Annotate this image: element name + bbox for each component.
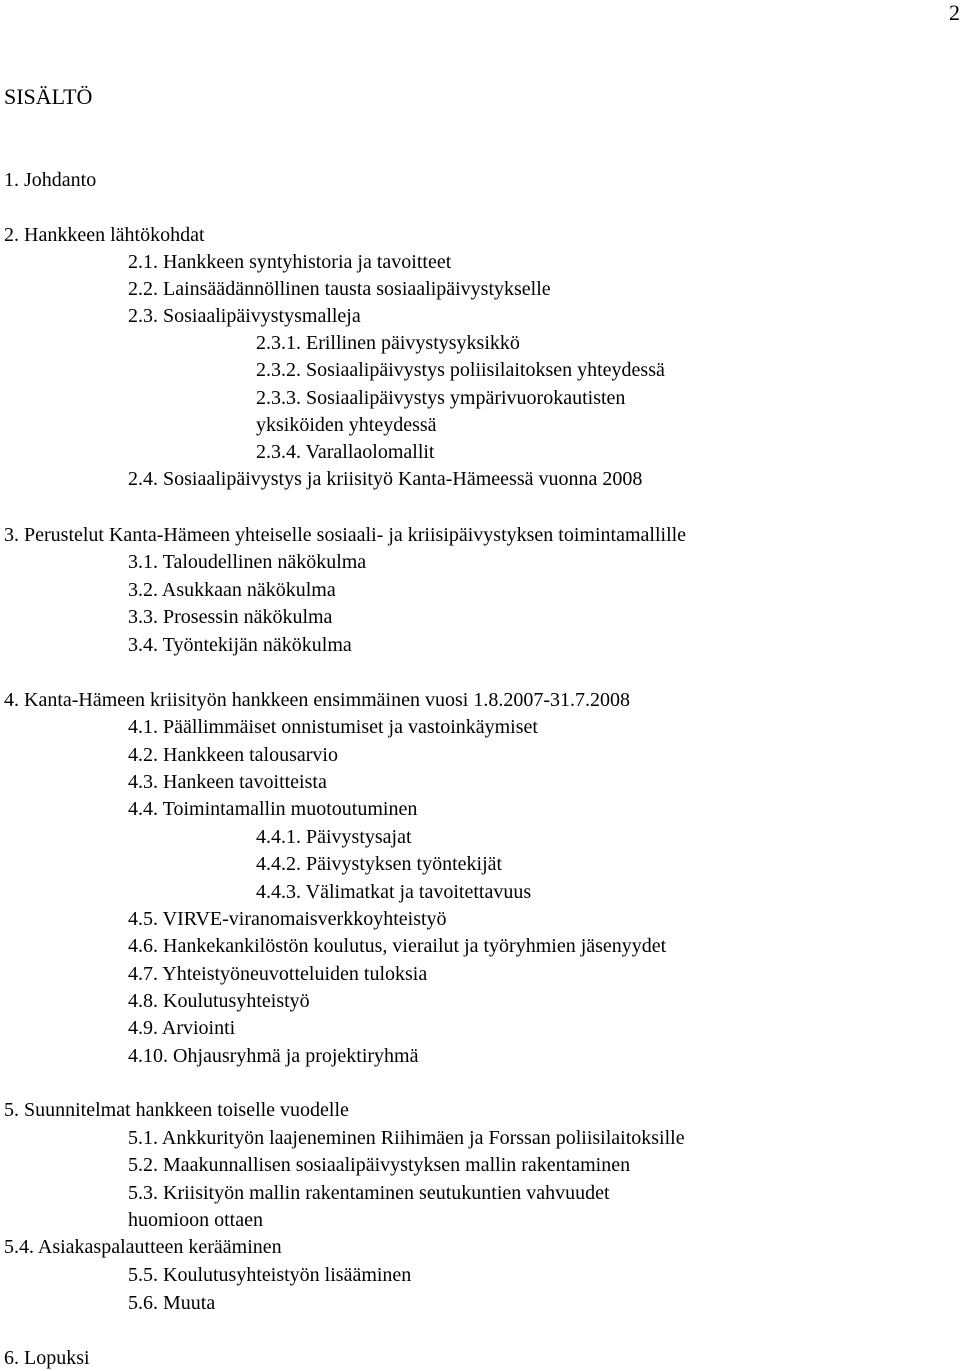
toc-entry: 4.6. Hankekankilöstön koulutus, vierailut ja työryhmien jäsenyydet: [128, 935, 667, 957]
toc-entry: 5.3. Kriisityön mallin rakentaminen seutukuntien vahvuudet: [128, 1182, 610, 1204]
toc-entry: 4.8. Koulutusyhteistyö: [128, 990, 310, 1012]
toc-entry: 2. Hankkeen lähtökohdat: [4, 224, 205, 246]
toc-entry: 5.6. Muuta: [128, 1292, 216, 1314]
toc-entry: 2.3.2. Sosiaalipäivystys poliisilaitoksen yhteydessä: [256, 359, 665, 381]
toc-entry-continuation: yksiköiden yhteydessä: [256, 414, 437, 436]
toc-entry: 6. Lopuksi: [4, 1347, 90, 1369]
toc-entry: 2.3.3. Sosiaalipäivystys ympärivuorokautisten: [256, 387, 626, 409]
toc-entry: 5. Suunnitelmat hankkeen toiselle vuodelle: [4, 1099, 349, 1121]
page-title: SISÄLTÖ: [4, 84, 93, 109]
toc-entry: 4.9. Arviointi: [128, 1017, 236, 1039]
toc-entry: 4.4.3. Välimatkat ja tavoitettavuus: [256, 881, 532, 903]
toc-entry: 5.2. Maakunnallisen sosiaalipäivystyksen mallin rakentaminen: [128, 1154, 631, 1176]
toc-entry: 4.1. Päällimmäiset onnistumiset ja vastoinkäymiset: [128, 716, 538, 738]
toc-entry: 4.5. VIRVE-viranomaisverkkoyhteistyö: [128, 908, 447, 930]
toc-entry: 2.1. Hankkeen syntyhistoria ja tavoitteet: [128, 251, 452, 273]
toc-entry: 4.4.1. Päivystysajat: [256, 826, 412, 848]
toc-entry: 2.4. Sosiaalipäivystys ja kriisityö Kanta-Hämeessä vuonna 2008: [128, 468, 643, 490]
toc-entry: 4.7. Yhteistyöneuvotteluiden tuloksia: [128, 963, 428, 985]
toc-entry: 4.4. Toimintamallin muotoutuminen: [128, 798, 418, 820]
toc-entry: 4.2. Hankkeen talousarvio: [128, 744, 338, 766]
toc-entry: 2.2. Lainsäädännöllinen tausta sosiaalipäivystykselle: [128, 278, 551, 300]
toc-entry: 4. Kanta-Hämeen kriisityön hankkeen ensimmäinen vuosi 1.8.2007-31.7.2008: [4, 689, 630, 711]
toc-entry: 3. Perustelut Kanta-Hämeen yhteiselle sosiaali- ja kriisipäivystyksen toimintamallille: [4, 524, 687, 546]
toc-entry: 3.1. Taloudellinen näkökulma: [128, 551, 367, 573]
toc-entry: 2.3. Sosiaalipäivystysmalleja: [128, 305, 361, 327]
toc-entry: 4.3. Hankeen tavoitteista: [128, 771, 327, 793]
toc-entry: 3.4. Työntekijän näkökulma: [128, 634, 352, 656]
toc-entry: 2.3.4. Varallaolomallit: [256, 441, 435, 463]
toc-entry: 2.3.1. Erillinen päivystysyksikkö: [256, 332, 520, 354]
toc-entry: 3.3. Prosessin näkökulma: [128, 606, 333, 628]
toc-entry: 1. Johdanto: [4, 169, 97, 191]
toc-entry: 4.4.2. Päivystyksen työntekijät: [256, 853, 503, 875]
toc-entry: 5.1. Ankkurityön laajeneminen Riihimäen ja Forssan poliisilaitoksille: [128, 1127, 685, 1149]
page-number: 2: [949, 0, 960, 25]
toc-entry: 4.10. Ohjausryhmä ja projektiryhmä: [128, 1045, 419, 1067]
toc-entry: 5.4. Asiakaspalautteen kerääminen: [4, 1236, 282, 1258]
toc-entry-continuation: huomioon ottaen: [128, 1209, 263, 1231]
toc-entry: 5.5. Koulutusyhteistyön lisääminen: [128, 1264, 412, 1286]
toc-entry: 3.2. Asukkaan näkökulma: [128, 579, 336, 601]
